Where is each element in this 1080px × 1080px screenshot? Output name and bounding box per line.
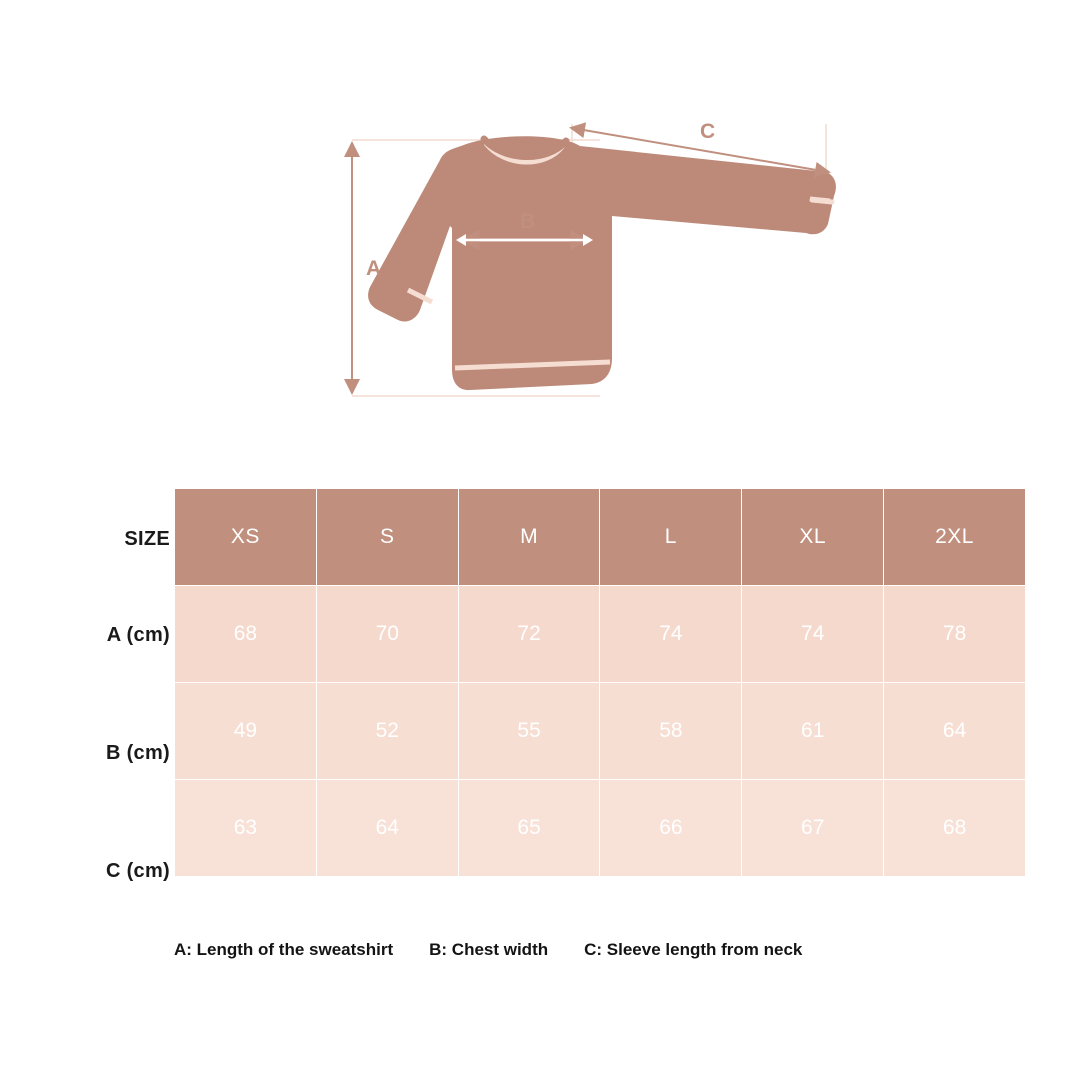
table-cell: 52: [316, 683, 458, 780]
table-row: [175, 780, 1026, 877]
table-header-cell: XS: [175, 489, 317, 586]
table-cell: 68: [884, 780, 1026, 877]
table-row: [175, 683, 1026, 780]
size-table-container: [0, 488, 1080, 882]
table-header-row: [175, 489, 1026, 586]
table-cell: 64: [884, 683, 1026, 780]
measure-label-c: C: [700, 120, 716, 143]
table-cell: 49: [175, 683, 317, 780]
table-row-label-a: A (cm): [106, 624, 170, 646]
table-header-cell: M: [458, 489, 600, 586]
sweatshirt-shape: [368, 136, 836, 390]
table-cell: 74: [742, 586, 884, 683]
table-cell: 74: [600, 586, 742, 683]
measure-arrow-a: [352, 144, 381, 392]
measurement-legend: [174, 940, 1054, 960]
table-cell: 68: [175, 586, 317, 683]
size-chart-illustration: [0, 0, 1080, 470]
table-cell: 66: [600, 780, 742, 877]
table-header-cell: 2XL: [884, 489, 1026, 586]
table-row-label-b: B (cm): [105, 742, 170, 764]
legend-item-b: B: Chest width: [429, 940, 549, 959]
sweatshirt-diagram-svg: [0, 0, 1080, 470]
table-cell: 78: [884, 586, 1026, 683]
table-cell: 70: [316, 586, 458, 683]
table-cell: 58: [600, 683, 742, 780]
table-row-label-size: SIZE: [124, 528, 170, 550]
table-header-cell: XL: [742, 489, 884, 586]
measure-label-a: A: [366, 257, 382, 280]
legend-item-a: A: Length of the sweatshirt: [174, 940, 394, 959]
table-cell: 64: [316, 780, 458, 877]
table-cell: 63: [175, 780, 317, 877]
table-header-cell: L: [600, 489, 742, 586]
size-table: [174, 488, 1026, 877]
legend-item-c: C: Sleeve length from neck: [584, 940, 803, 959]
table-row: [175, 586, 1026, 683]
table-cell: 72: [458, 586, 600, 683]
table-row-label-c: C (cm): [105, 860, 170, 882]
table-cell: 67: [742, 780, 884, 877]
table-cell: 55: [458, 683, 600, 780]
table-cell: 65: [458, 780, 600, 877]
table-header-cell: S: [316, 489, 458, 586]
table-cell: 61: [742, 683, 884, 780]
measure-label-b: B: [520, 210, 536, 233]
